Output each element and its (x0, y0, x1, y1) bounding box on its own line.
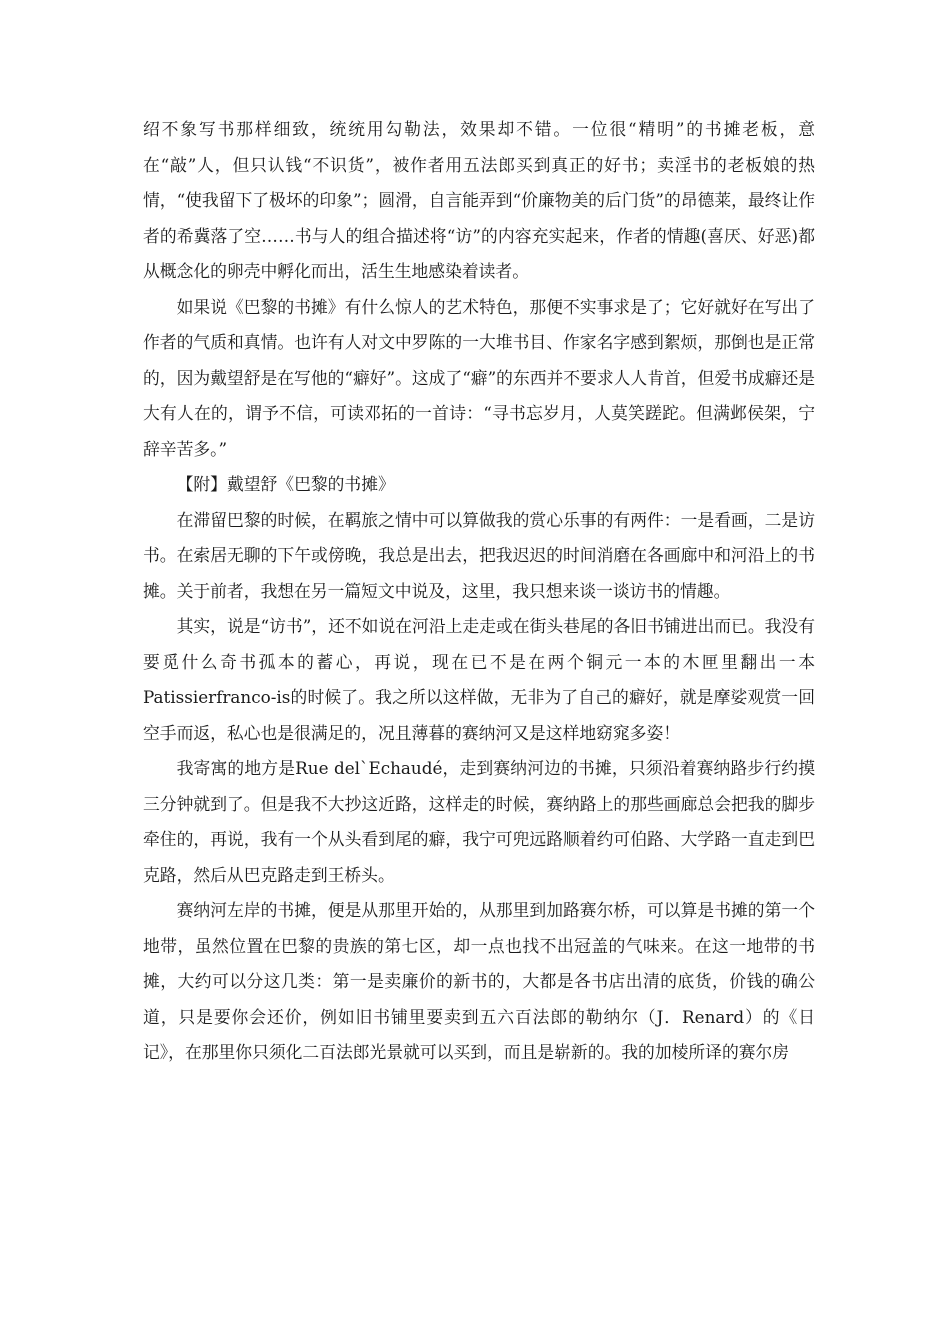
paragraph-1: 绍不象写书那样细致，统统用勾勒法，效果却不错。一位很“精明”的书摊老板，意在“敲”人，但只认钱“不识货”，被作者用五法郎买到真正的好书；卖淫书的老板娘的热情，“使我留下了极坏的印象”；圆滑，自言能弄到“价廉物美的后门货”的昂德莱，最终让作者的希冀落了空……书与人的组合描述将“访”的内容充实起来，作者的情趣(喜厌、好恶)都从概念化的卵壳中孵化而出，活生生地感染着读者。 (143, 119, 816, 281)
paragraph-7: 赛纳河左岸的书摊，便是从那里开始的，从那里到加路赛尔桥，可以算是书摊的第一个地带，虽然位置在巴黎的贵族的第七区，却一点也找不出冠盖的气味来。在这一地带的书摊，大约可以分这几类：第一是卖廉价的新书的，大都是各书店出清的底货，价钱的确公道，只是要你会还价，例如旧书铺里要卖到五六百法郎的勒纳尔（J．Renard）的《日记》，在那里你只须化二百法郎光景就可以买到，而且是崭新的。我的加棱所译的赛尔房 (143, 900, 815, 1062)
paragraph-5: 其实，说是“访书”，还不如说在河沿上走走或在街头巷尾的各旧书铺进出而已。我没有要觅什么奇书孤本的蓄心，再说，现在已不是在两个铜元一本的木匣里翻出一本Patissierfranco-is的时候了。我之所以这样做，无非为了自己的癖好，就是摩娑观赏一回空手而返，私心也是很满足的，况且薄暮的赛纳河又是这样地窈窕多姿！ (143, 616, 815, 743)
appendix-heading: 【附】戴望舒《巴黎的书摊》 (176, 474, 395, 494)
paragraph-2: 如果说《巴黎的书摊》有什么惊人的艺术特色，那便不实事求是了；它好就好在写出了作者的气质和真情。也许有人对文中罗陈的一大堆书目、作家名字感到絮烦，那倒也是正常的，因为戴望舒是在写他的“癖好”。这成了“癖”的东西并不要求人人肯首，但爱书成癖还是大有人在的，谓予不信，可读邓拓的一首诗：“寻书忘岁月，人莫笑蹉跎。但满邺侯架，宁辞辛苦多。” (143, 296, 816, 459)
document-body (143, 112, 815, 1071)
paragraph-6: 我寄寓的地方是Rue del`Echaudé，走到赛纳河边的书摊，只须沿着赛纳路步行约摸三分钟就到了。但是我不大抄这近路，这样走的时候，赛纳路上的那些画廊总会把我的脚步牵住的，再说，我有一个从头看到尾的癖，我宁可兜远路顺着约可伯路、大学路一直走到巴克路，然后从巴克路走到王桥头。 (143, 758, 815, 885)
paragraph-4: 在滞留巴黎的时候，在羁旅之情中可以算做我的赏心乐事的有两件：一是看画，二是访书。在索居无聊的下午或傍晚，我总是出去，把我迟迟的时间消磨在各画廊中和河沿上的书摊。关于前者，我想在另一篇短文中说及，这里，我只想来谈一谈访书的情趣。 (143, 509, 815, 601)
